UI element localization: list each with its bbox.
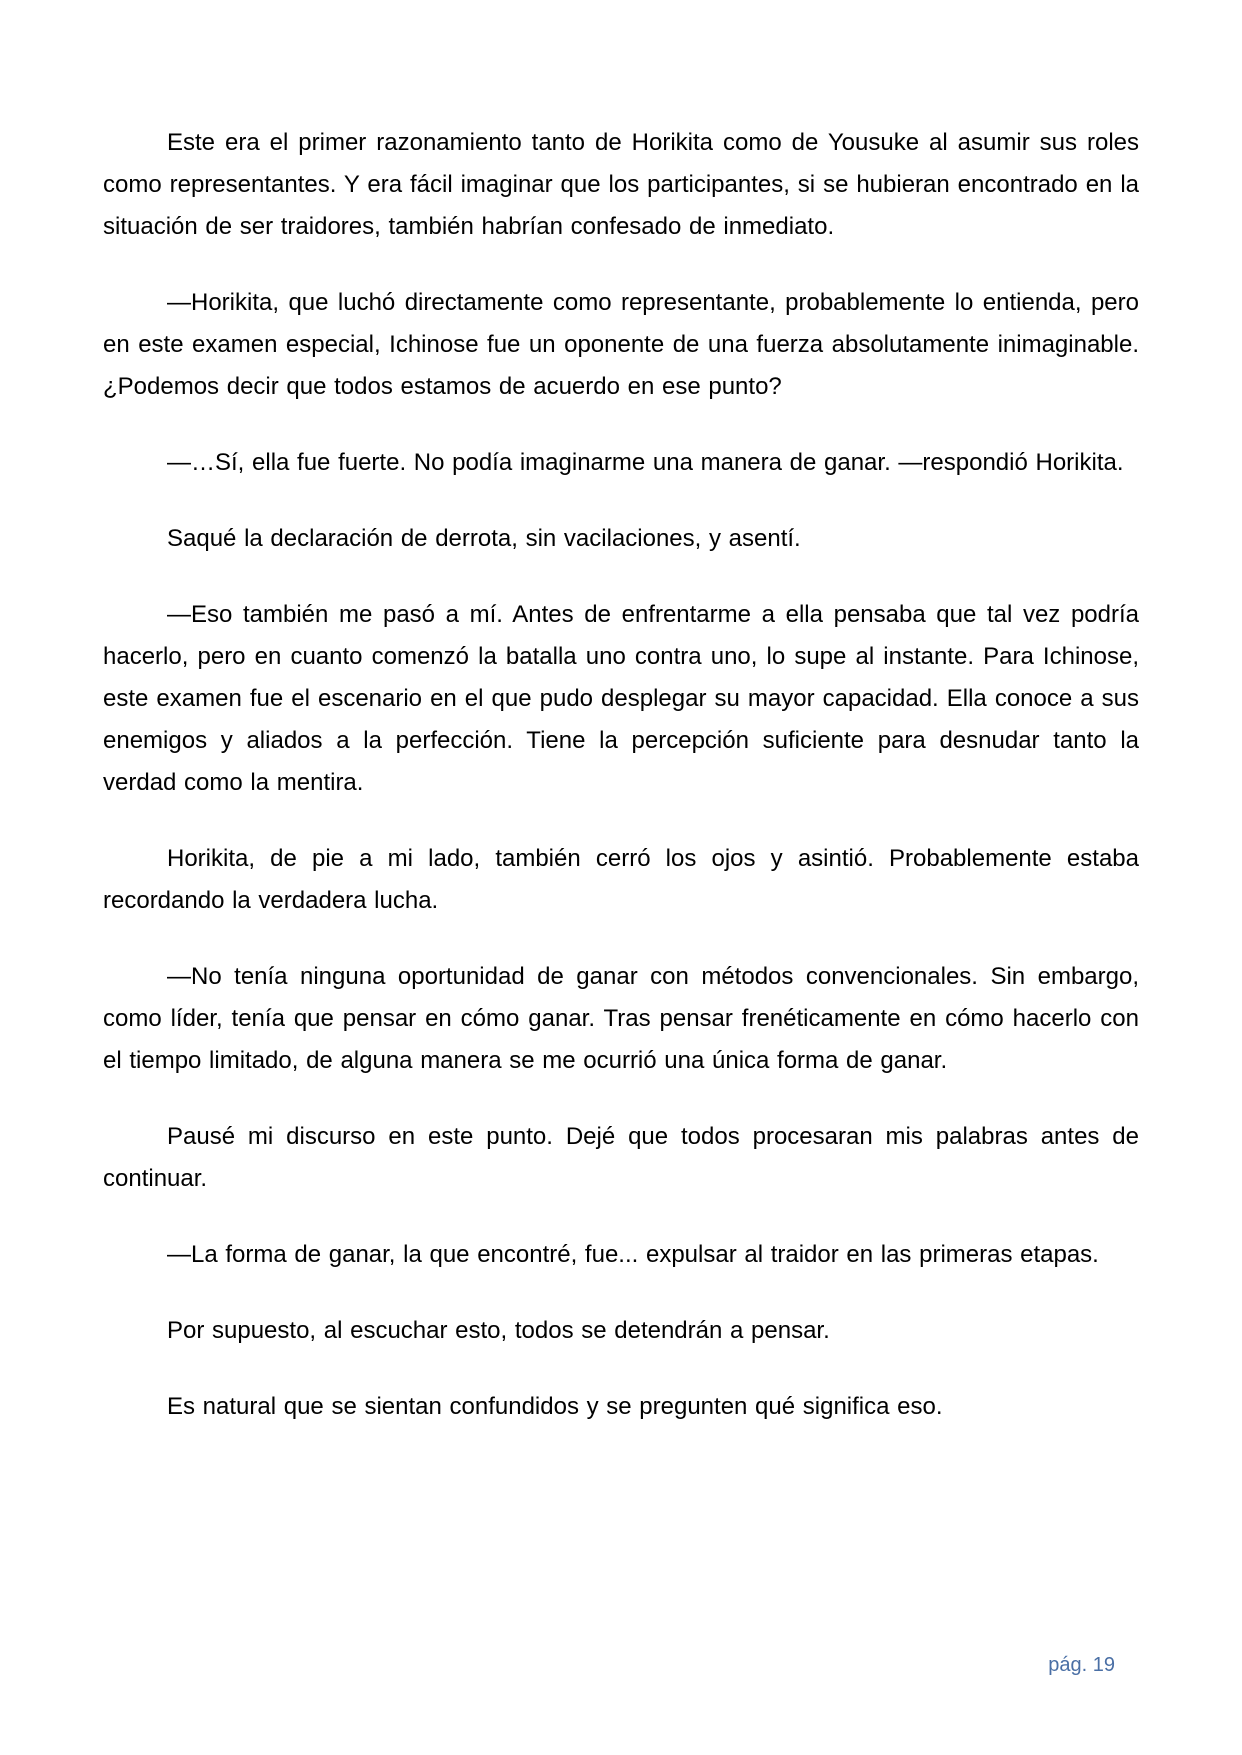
body-paragraph: —No tenía ninguna oportunidad de ganar con métodos convencionales. Sin embargo, como líder, tenía que pensar en cómo ganar. Tras pensar frenéticamente en cómo hacerlo con el tiempo limitado, de alguna manera se me ocurrió una única forma de ganar.	[103, 963, 1139, 1074]
body-paragraph: Por supuesto, al escuchar esto, todos se detendrán a pensar.	[167, 1317, 830, 1344]
body-paragraph: Este era el primer razonamiento tanto de Horikita como de Yousuke al asumir sus roles como representantes. Y era fácil imaginar que los participantes, si se hubieran encontrado en la situación de ser traidores, también habrían confesado de inmediato.	[103, 129, 1139, 240]
body-paragraph: Pausé mi discurso en este punto. Dejé que todos procesaran mis palabras antes de continuar.	[103, 1123, 1139, 1192]
body-paragraph: Horikita, de pie a mi lado, también cerró los ojos y asintió. Probablemente estaba recordando la verdadera lucha.	[103, 845, 1139, 914]
body-paragraph: Saqué la declaración de derrota, sin vacilaciones, y asentí.	[167, 525, 801, 552]
page-number-label: pág. 19	[1048, 1654, 1115, 1676]
body-paragraph: Es natural que se sientan confundidos y se pregunten qué significa eso.	[167, 1393, 943, 1420]
body-paragraph: —La forma de ganar, la que encontré, fue... expulsar al traidor en las primeras etapas.	[167, 1241, 1099, 1268]
body-paragraph: —…Sí, ella fue fuerte. No podía imaginarme una manera de ganar. —respondió Horikita.	[167, 449, 1124, 476]
body-paragraph: —Eso también me pasó a mí. Antes de enfrentarme a ella pensaba que tal vez podría hacerlo, pero en cuanto comenzó la batalla uno contra uno, lo supe al instante. Para Ichinose, este examen fue el escenario en el que pudo desplegar su mayor capacidad. Ella conoce a sus enemigos y aliados a la perfección. Tiene la percepción suficiente para desnudar tanto la verdad como la mentira.	[103, 601, 1139, 796]
body-paragraph: —Horikita, que luchó directamente como representante, probablemente lo entienda, pero en este examen especial, Ichinose fue un oponente de una fuerza absolutamente inimaginable. ¿Podemos decir que todos estamos de acuerdo en ese punto?	[103, 289, 1139, 400]
page-body	[103, 122, 1139, 1462]
